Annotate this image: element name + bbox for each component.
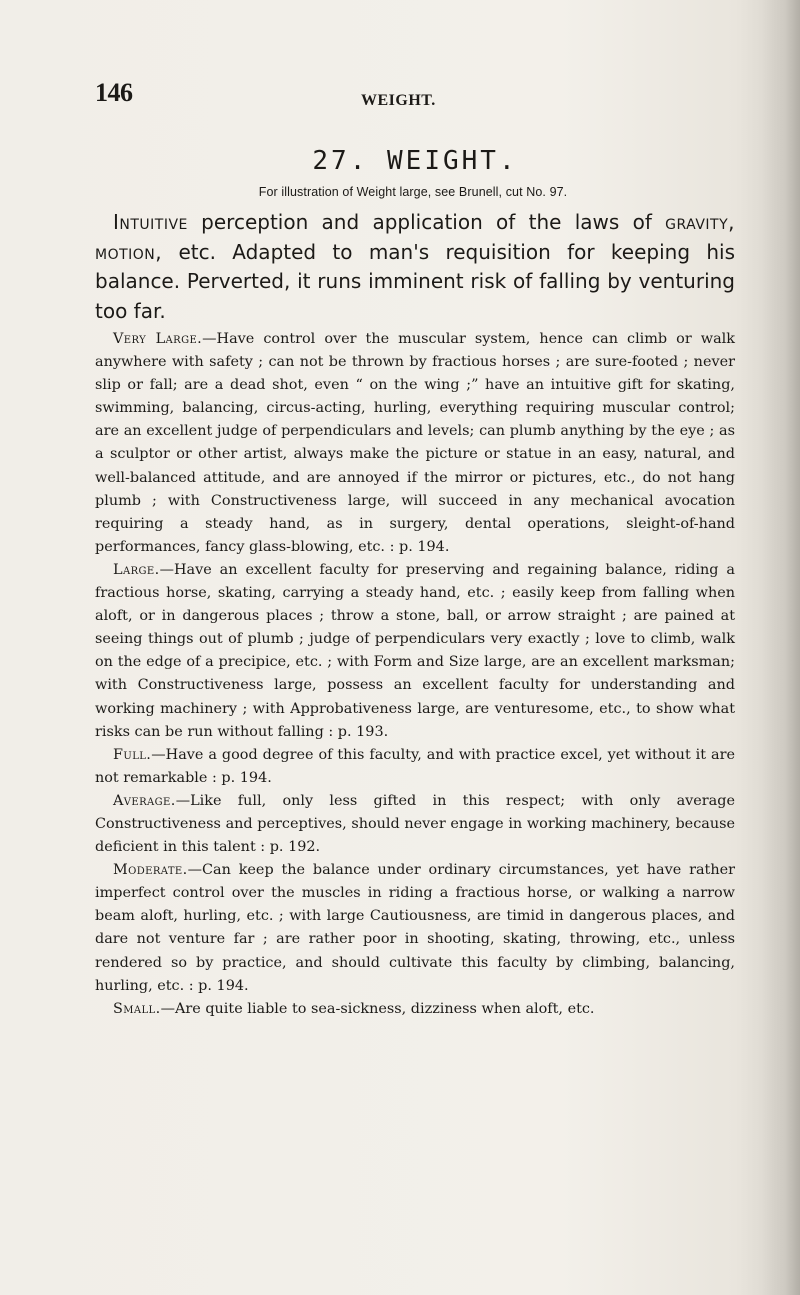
- illustration-note: For illustration of Weight large, see Brunell, cut No. 97.: [258, 185, 568, 199]
- entry-full: [95, 744, 735, 790]
- intro-text: [95, 208, 735, 326]
- entry-small: [95, 998, 735, 1021]
- entry-text: —Have an excellent faculty for preserving and regaining balance, riding a fractious horse, skating, carrying a steady hand, etc. ; easily keep from falling when aloft, or in dangerous places ; throw a stone, ball, or arrow straight ; are pained at seeing things out of plumb ; judge of perpendiculars very exactly ; love to climb, walk on the edge of a precipice, etc. ; with Form and Size large, are an excellent marksman; with Constructiveness large, possess an excellent faculty for understanding and working machinery ; with Approbativeness large, are venturesome, etc., to show what risks can be run without falling : p. 193.: [95, 561, 735, 740]
- intro-text-2: etc. Adapted to man's requisition for keeping his balance. Perverted, it runs imminent risk of falling by venturing too far.: [95, 239, 735, 323]
- entry-average: [95, 790, 735, 859]
- page-number: 146: [95, 78, 133, 107]
- entry-large: [95, 559, 735, 744]
- entry-term: Full.: [113, 746, 152, 763]
- section-title: 27. WEIGHT.: [312, 146, 518, 176]
- intro-gravity-motion: gravity, motion,: [95, 210, 735, 264]
- running-head: WEIGHT.: [361, 92, 436, 109]
- entry-term: Average.: [113, 792, 176, 809]
- entry-term: Small.: [113, 1000, 161, 1017]
- entry-text: —Like full, only less gifted in this respect; with only average Constructiveness and perceptives, should never engage in working machinery, because deficient in this talent : p. 192.: [95, 792, 735, 856]
- entry-term: Large.: [113, 561, 160, 578]
- entry-moderate: [95, 859, 735, 998]
- entry-term: Moderate.: [113, 862, 188, 879]
- entry-text: —Are quite liable to sea-sickness, dizziness when aloft, etc.: [160, 1000, 595, 1017]
- entry-text: —Can keep the balance under ordinary circumstances, yet have rather imperfect control over the muscles in riding a fractious horse, or walking a narrow beam aloft, hurling, etc. ; with large Cautiousness, are timid in dangerous places, and dare not venture far ; are rather poor in shooting, skating, throwing, etc., unless rendered so by practice, and should cultivate this faculty by climbing, balancing, hurling, etc. : p. 194.: [95, 862, 735, 994]
- page-header: [95, 78, 735, 110]
- entry-text: —Have a good degree of this faculty, and with practice excel, yet without it are not remarkable : p. 194.: [95, 746, 735, 786]
- intro-text-1: perception and application of the laws of: [187, 210, 666, 234]
- entry-term: Very Large.: [113, 331, 203, 347]
- intro-lead-word: Intuitive: [113, 210, 188, 234]
- intro-paragraph: [95, 208, 735, 326]
- entry-text: —Have control over the muscular system, hence can climb or walk anywhere with safety ; can not be thrown by fractious horses ; are sure-footed ; never slip or fall; are a dead shot, even “ on the wing ;” have an intuitive gift for skating, swimming, balancing, circus-acting, hurling, everything requiring muscular control; are an excellent judge of perpendiculars and levels; can plumb anything by the eye ; as a sculptor or other artist, always make the picture or statue in an easy, natural, and well-balanced attitude, and are annoyed if the mirror or pictures, etc., do not hang plumb ; with Constructiveness large, will succeed in any mechanical avocation requiring a steady hand, as in surgery, dental operations, sleight-of-hand performances, fancy glass-blowing, etc. : p. 194.: [95, 331, 735, 555]
- entry-very-large: [95, 328, 735, 559]
- entries-body: [95, 328, 735, 1021]
